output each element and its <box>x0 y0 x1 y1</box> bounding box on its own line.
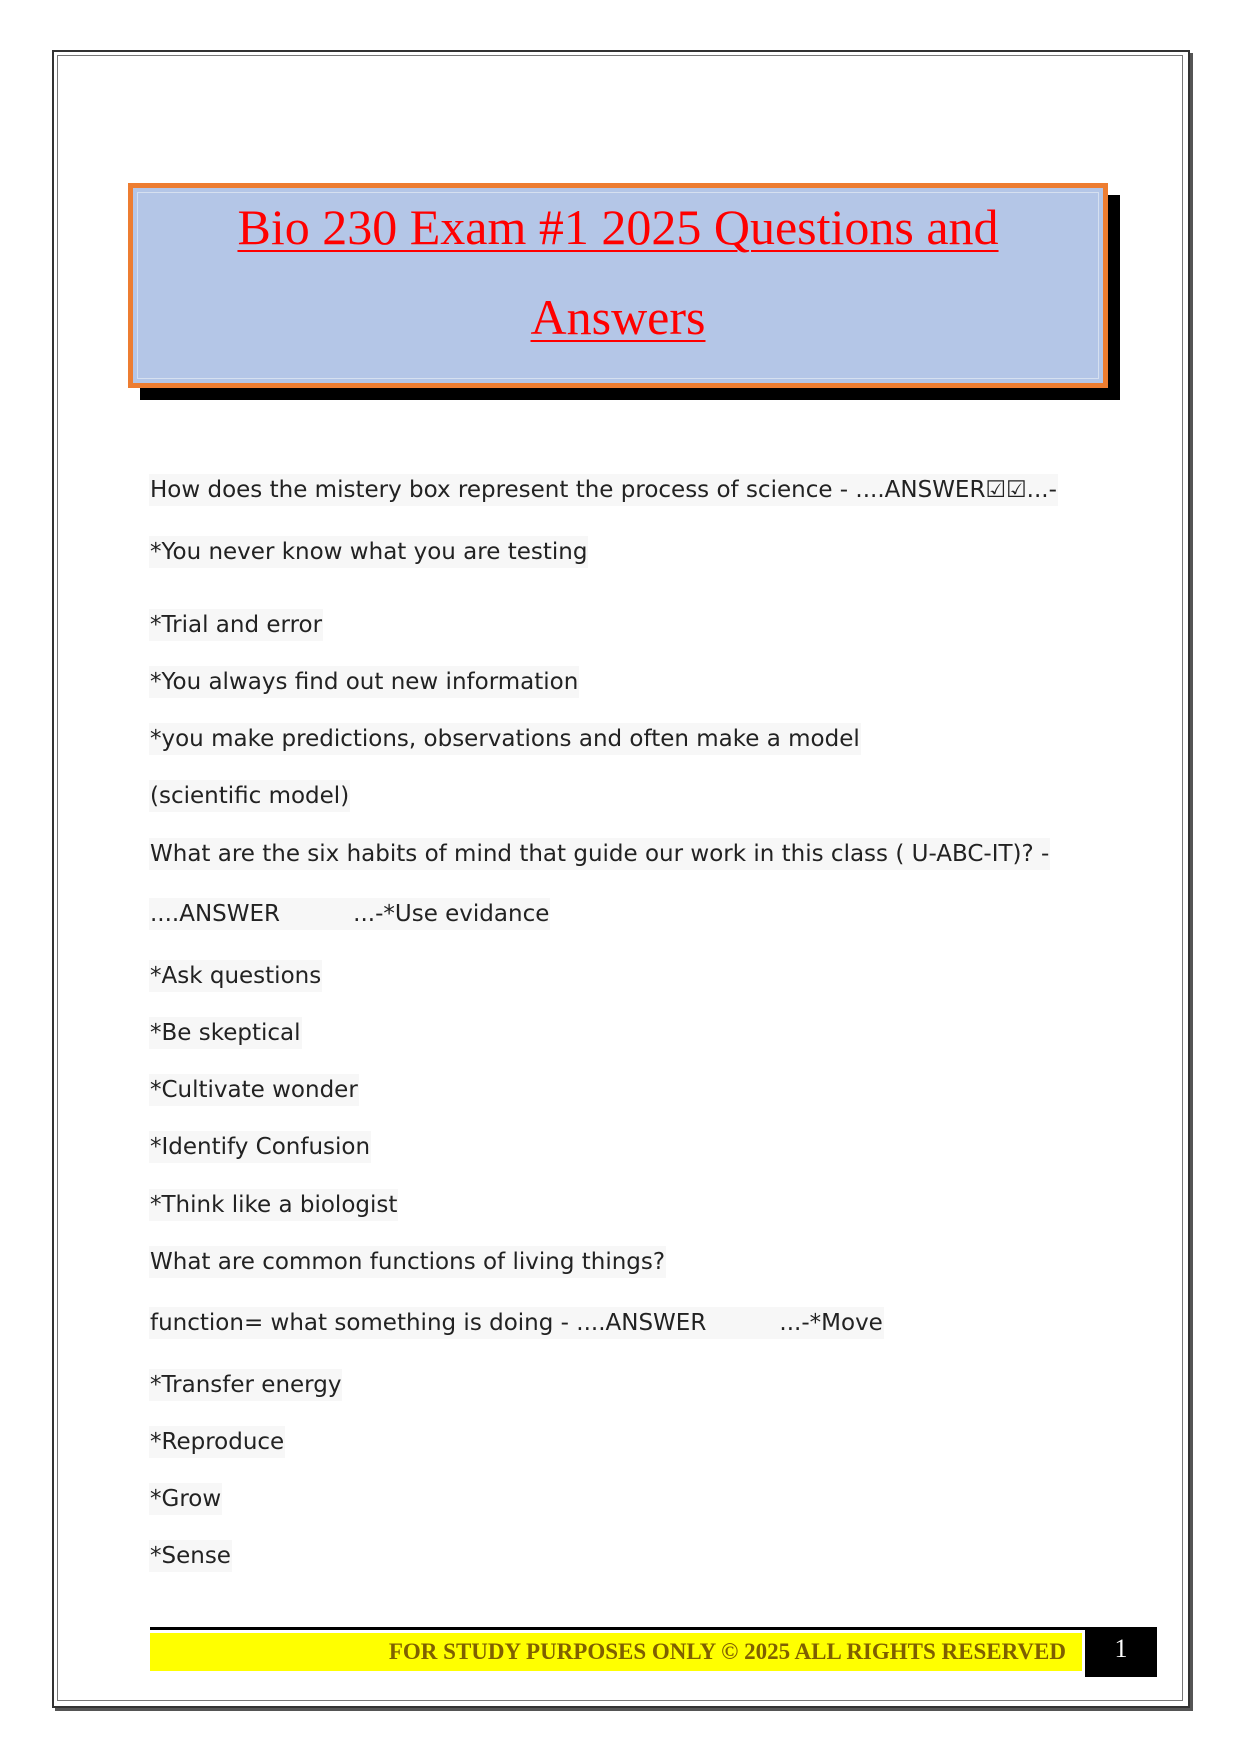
title-box <box>128 183 1108 388</box>
document-title-line-2: Answers <box>530 289 706 345</box>
footer-rule <box>150 1627 1085 1630</box>
answer-line: *Transfer energy <box>149 1369 342 1401</box>
question-line: How does the mistery box represent the process of science - ....ANSWER☑☑...- <box>149 474 1058 506</box>
footer-text: FOR STUDY PURPOSES ONLY © 2025 ALL RIGHTS RESERVED <box>388 1639 1066 1664</box>
footer-bar <box>150 1633 1082 1671</box>
answer-line: *You never know what you are testing <box>149 536 588 568</box>
answer-line: *you make predictions, observations and often make a model <box>149 723 861 755</box>
answer-line: *Reproduce <box>149 1426 285 1458</box>
answer-line: *Think like a biologist <box>149 1189 398 1221</box>
answer-line: *Be skeptical <box>149 1017 302 1049</box>
answer-line: (scientific model) <box>149 780 350 812</box>
question-line: What are the six habits of mind that guide our work in this class ( U-ABC-IT)? - <box>149 838 1050 870</box>
document-title-line-1: Bio 230 Exam #1 2025 Questions and <box>237 199 999 255</box>
answer-line: *You always find out new information <box>149 666 579 698</box>
answer-line: *Sense <box>149 1540 232 1572</box>
answer-line: *Grow <box>149 1483 222 1515</box>
question-line: function= what something is doing - ....ANSWER ...-*Move <box>149 1307 884 1339</box>
answer-line: *Trial and error <box>149 609 323 641</box>
answer-line: *Identify Confusion <box>149 1131 371 1163</box>
answer-line: *Ask questions <box>149 960 322 992</box>
question-line: What are common functions of living things? <box>149 1246 666 1278</box>
page-number: 1 <box>1085 1627 1157 1677</box>
answer-line: *Cultivate wonder <box>149 1074 359 1106</box>
answer-line: ....ANSWER ...-*Use evidance <box>149 898 550 930</box>
